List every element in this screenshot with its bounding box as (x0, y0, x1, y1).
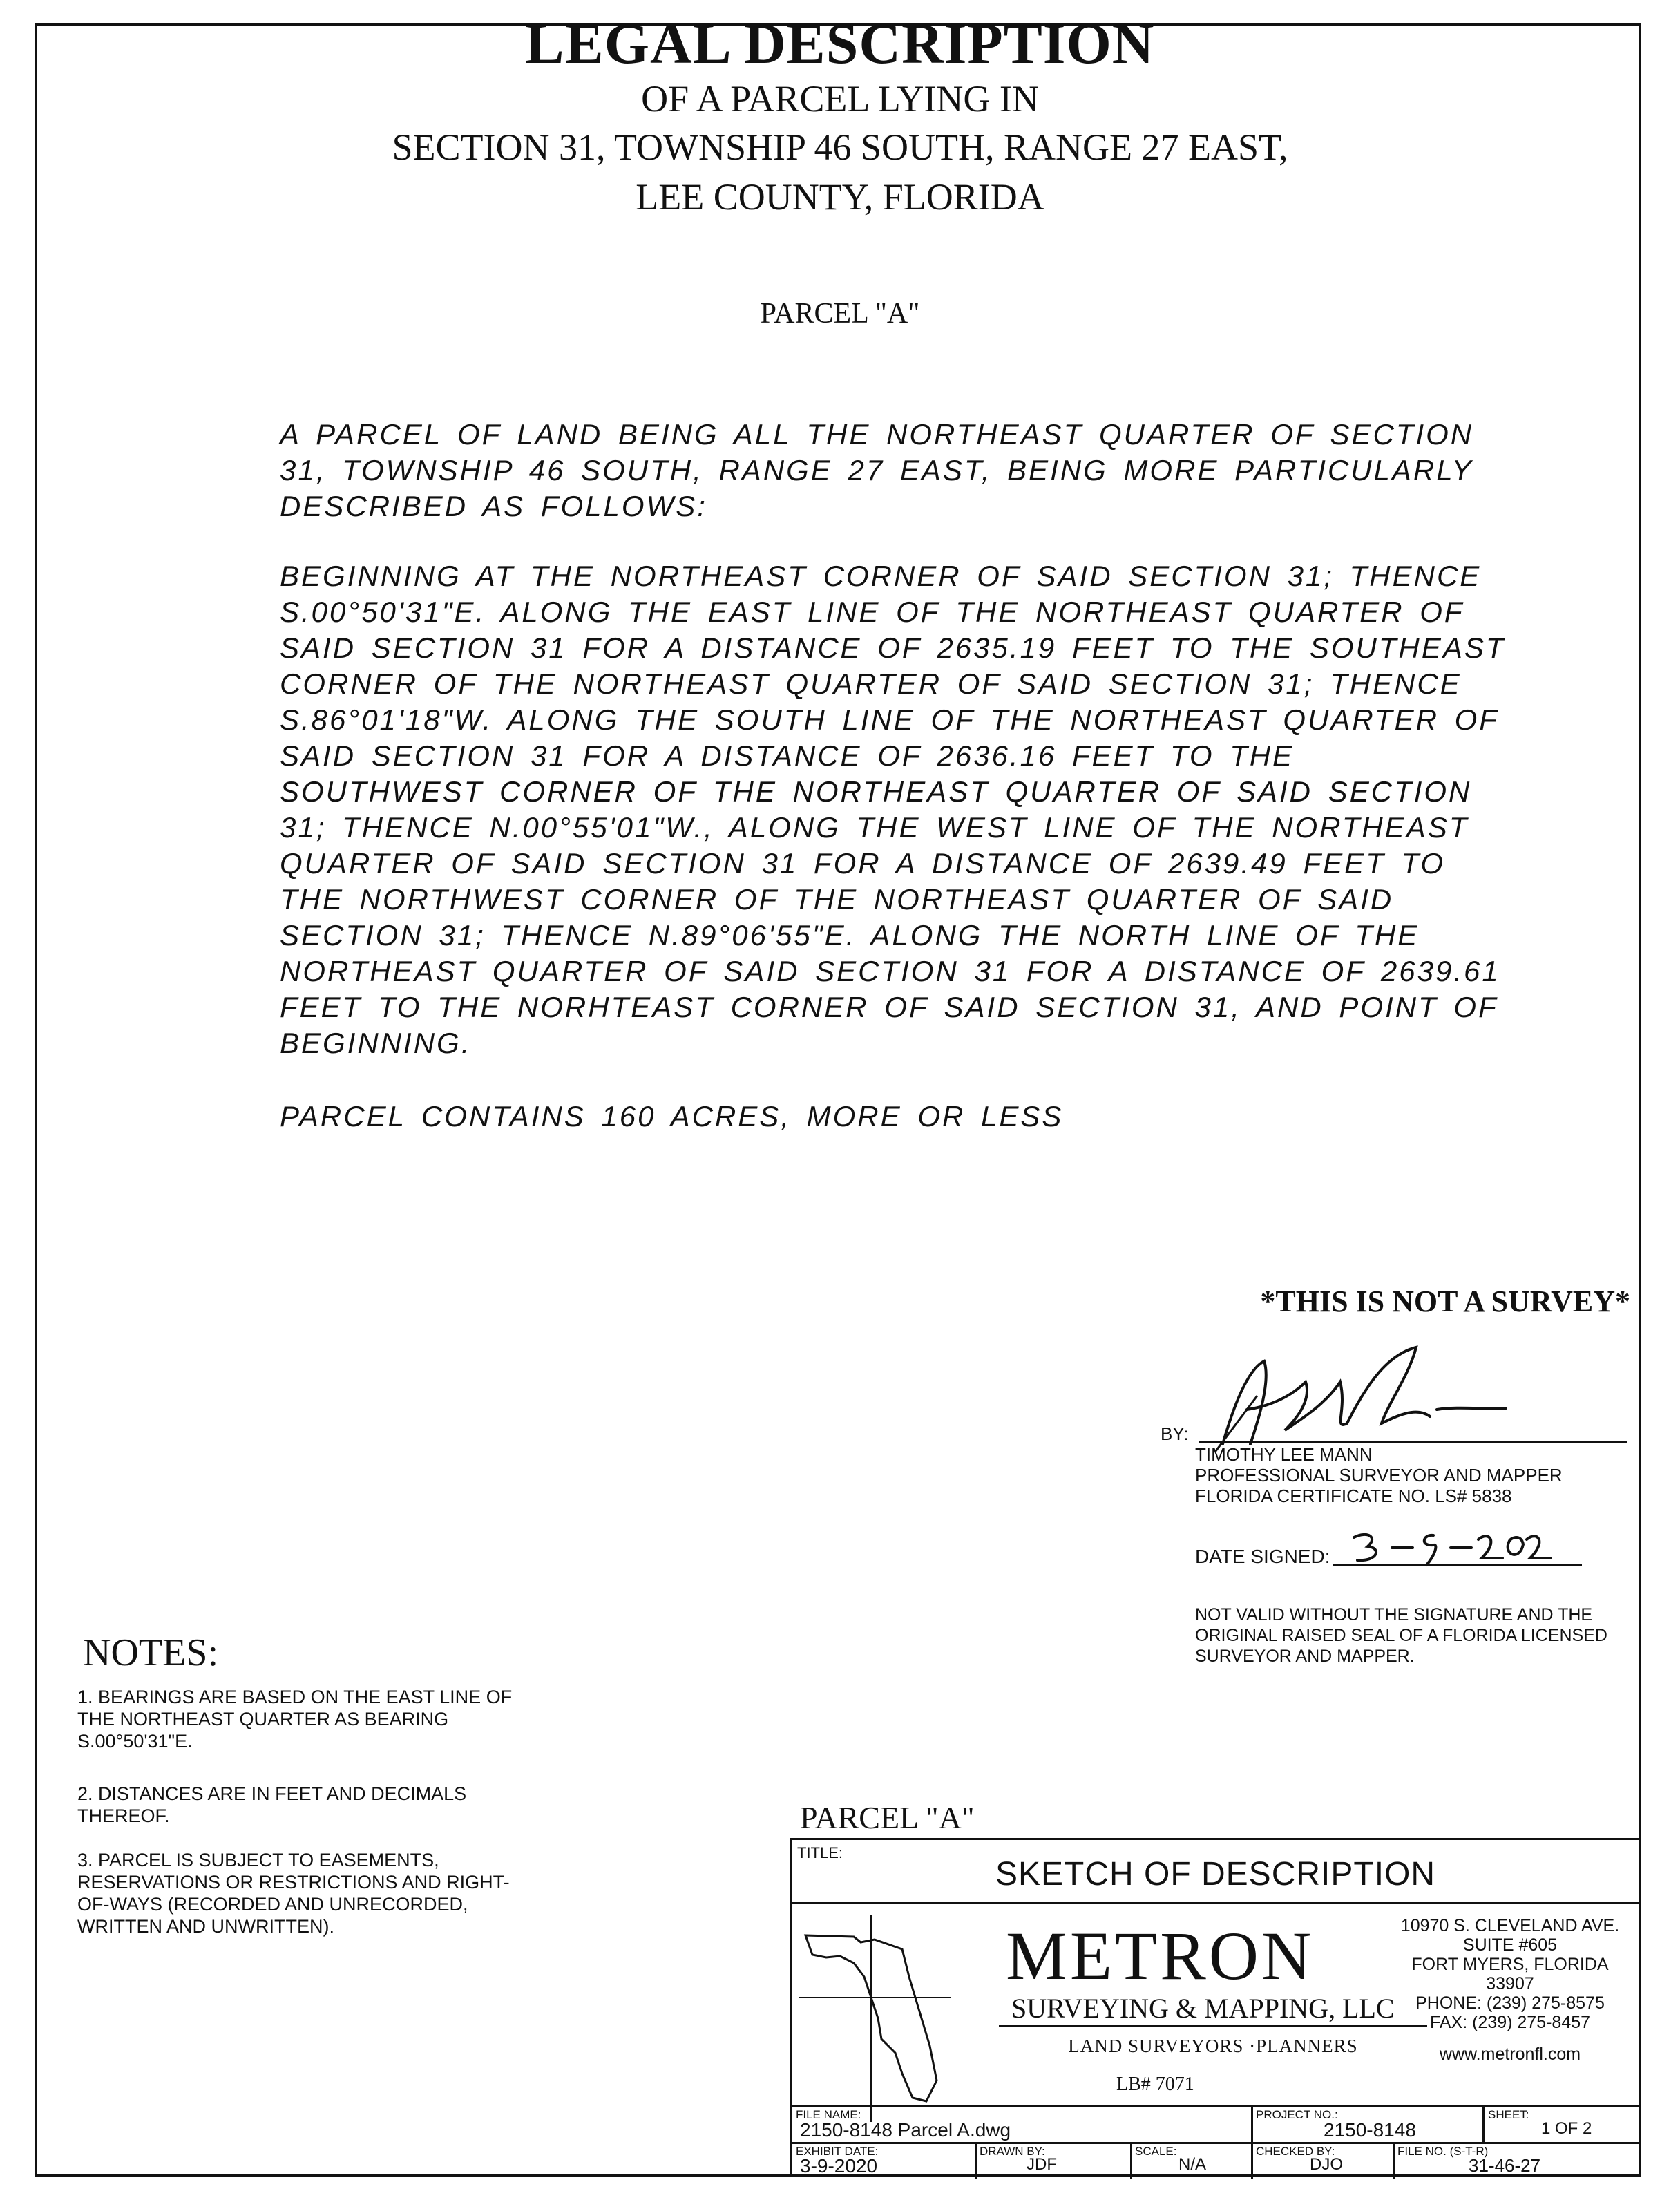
address-line: SUITE #605 (1462, 1935, 1558, 1955)
file-no-label: FILE NO. (S-T-R) (1397, 2145, 1489, 2158)
title-block-divider (1251, 2105, 1253, 2142)
document-subtitle-1: OF A PARCEL LYING IN (641, 78, 1039, 120)
company-services: LAND SURVEYORS ·PLANNERS (999, 2025, 1427, 2057)
title-block-divider (792, 2105, 1639, 2107)
checked-by-label: CHECKED BY: (1256, 2145, 1335, 2158)
title-block-divider (1251, 2142, 1253, 2179)
signature-scribble (1209, 1340, 1513, 1458)
description-paragraph-2: BEGINNING AT THE NORTHEAST CORNER OF SAID SECTION 31; THENCE S.00°50'31"E. ALONG THE EAST LINE OF THE NORTHEAST QUARTER OF SAID SECTION 31 FOR A DISTANCE OF 2635.19 FEET TO THE SOUTHEAST CORNER OF THE NORTHEAST QUARTER OF SAID SECTION 31; THENCE S.86°01'18"W. ALONG THE SOUTH LINE OF THE NORTHEAST QUARTER OF SAID SECTION 31 FOR A DISTANCE OF 2636.16 FEET TO THE SOUTHWEST CORNER OF THE NORTHEAST QUARTER OF SAID SECTION 31; THENCE N.00°55'01"W., ALONG THE WEST LINE OF THE NORTHEAST QUARTER OF SAID SECTION 31 FOR A DISTANCE OF 2639.49 FEET TO THE NORTHWEST CORNER OF THE NORTHEAST QUARTER OF SAID SECTION 31; THENCE N.89°06'55"E. ALONG THE NORTH LINE OF THE NORTHEAST QUARTER OF SAID SECTION 31 FOR A DISTANCE OF 2639.61 FEET TO THE NORHTEAST CORNER OF SAID SECTION 31, AND POINT OF BEGINNING. (280, 560, 1506, 1059)
note-item: 1. BEARINGS ARE BASED ON THE EAST LINE OF THE NORTHEAST QUARTER AS BEARING S.00°50'31"E. (77, 1687, 513, 1752)
surveyor-title: PROFESSIONAL SURVEYOR AND MAPPER (1195, 1465, 1563, 1486)
sketch-title: SKETCH OF DESCRIPTION (995, 1856, 1436, 1893)
title-block-divider (792, 2142, 1639, 2144)
parcel-heading: PARCEL "A" (760, 298, 920, 330)
title-block-divider (1130, 2142, 1132, 2179)
title-block-divider (975, 2142, 977, 2179)
company-website: www.metronfl.com (1439, 2045, 1581, 2064)
checked-by-value: DJO (1310, 2155, 1343, 2174)
description-paragraph-1: A PARCEL OF LAND BEING ALL THE NORTHEAST QUARTER OF SECTION 31, TOWNSHIP 46 SOUTH, RANGE 27 EAST, BEING MORE PARTICULARLY DESCRIBED AS FOLLOWS: (280, 418, 1474, 522)
surveyor-name: TIMOTHY LEE MANN (1195, 1444, 1373, 1465)
document-subtitle-3: LEE COUNTY, FLORIDA (636, 176, 1044, 218)
note-item: 2. DISTANCES ARE IN FEET AND DECIMALS THEREOF. (77, 1783, 467, 1826)
company-address (1386, 1916, 1634, 2032)
scale-label: SCALE: (1135, 2145, 1177, 2158)
note-item: 3. PARCEL IS SUBJECT TO EASEMENTS, RESERVATIONS OR RESTRICTIONS AND RIGHT-OF-WAYS (RECORDED AND UNRECORDED, WRITTEN AND UNWRITTEN). (77, 1850, 510, 1937)
file-name-label: FILE NAME: (796, 2108, 861, 2121)
sheet-label: SHEET: (1488, 2108, 1529, 2121)
file-no-value: 31-46-27 (1469, 2155, 1541, 2176)
date-signed-label: DATE SIGNED: (1195, 1546, 1330, 1567)
scale-value: N/A (1178, 2155, 1207, 2174)
validity-note: NOT VALID WITHOUT THE SIGNATURE AND THE ORIGINAL RAISED SEAL OF A FLORIDA LICENSED SURVEYOR AND MAPPER. (1195, 1605, 1607, 1666)
not-a-survey-notice: *THIS IS NOT A SURVEY* (1260, 1284, 1630, 1318)
sheet-value: 1 OF 2 (1541, 2119, 1592, 2138)
company-subtitle: SURVEYING & MAPPING, LLC (1011, 1993, 1395, 2024)
exhibit-date-value: 3-9-2020 (800, 2155, 878, 2177)
date-signed-handwritten (1347, 1527, 1554, 1568)
title-block-divider (1482, 2105, 1485, 2142)
title-block-divider (1393, 2142, 1395, 2179)
drawn-by-value: JDF (1027, 2155, 1057, 2174)
document-title: LEGAL DESCRIPTION (525, 12, 1155, 76)
company-name: METRON (1006, 1917, 1315, 1994)
address-line: FAX: (239) 275-8457 (1429, 2013, 1591, 2032)
company-license: LB# 7071 (1116, 2074, 1194, 2095)
title-block-divider (792, 1902, 1639, 1904)
file-name-value: 2150-8148 Parcel A.dwg (800, 2119, 1011, 2141)
signature-line (1199, 1441, 1627, 1443)
by-label: BY: (1161, 1423, 1189, 1444)
project-no-label: PROJECT NO.: (1256, 2108, 1338, 2121)
project-no-value: 2150-8148 (1324, 2119, 1416, 2141)
notes-title: NOTES: (83, 1631, 218, 1674)
drawn-by-label: DRAWN BY: (980, 2145, 1045, 2158)
title-label: TITLE: (797, 1844, 843, 1861)
title-block (790, 1838, 1641, 2177)
address-line: 10970 S. CLEVELAND AVE. (1400, 1916, 1620, 1935)
address-line: FORT MYERS, FLORIDA 33907 (1411, 1955, 1609, 1993)
surveyor-certificate: FLORIDA CERTIFICATE NO. LS# 5838 (1195, 1486, 1512, 1506)
title-block-parcel-label: PARCEL "A" (800, 1800, 975, 1835)
exhibit-date-label: EXHIBIT DATE: (796, 2145, 879, 2158)
address-line: PHONE: (239) 275-8575 (1415, 1993, 1605, 2013)
florida-map-icon (799, 1915, 951, 2122)
description-paragraph-3: PARCEL CONTAINS 160 ACRES, MORE OR LESS (280, 1100, 1064, 1132)
document-subtitle-2: SECTION 31, TOWNSHIP 46 SOUTH, RANGE 27 EAST, (392, 126, 1288, 168)
